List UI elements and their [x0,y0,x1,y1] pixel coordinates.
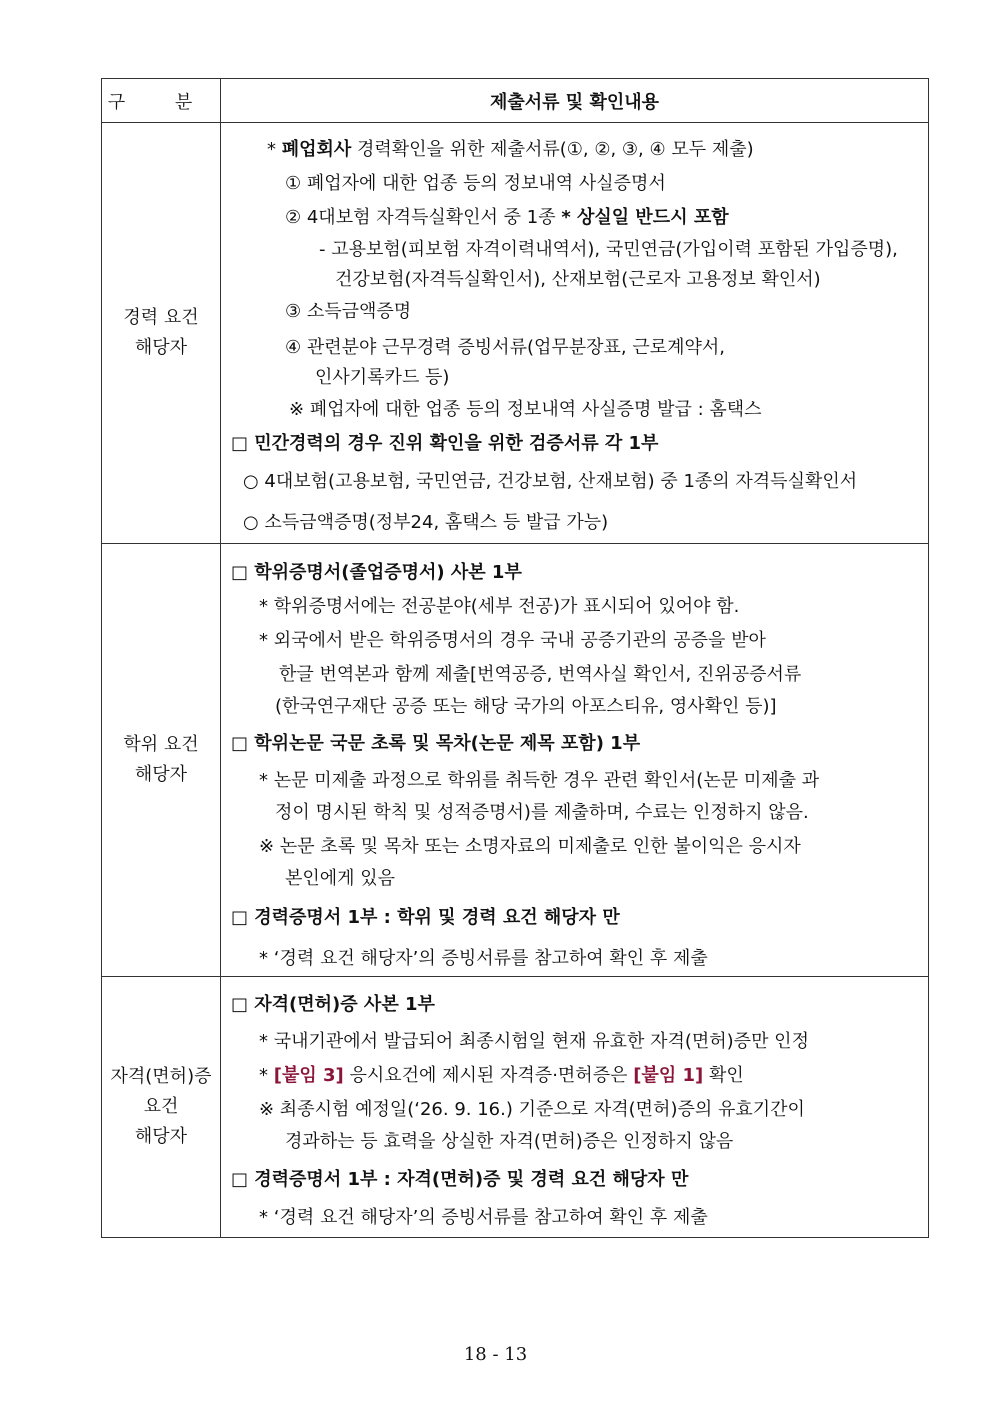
reference-note: 본인에게 있음 [285,868,396,889]
list-item: * 논문 미제출 과정으로 학위를 취득한 경우 관련 확인서(논문 미제출 과 [259,770,820,791]
row-category: 경력 요건 해당자 [102,123,221,544]
reference-note: ※ 논문 초록 및 목차 또는 소명자료의 미제출로 인한 불이익은 응시자 [259,836,801,857]
list-item: 한글 번역본과 함께 제출[번역공증, 번역사실 확인서, 진위공증서류 [279,664,802,685]
list-item: * ‘경력 요건 해당자’의 증빙서류를 참고하여 확인 후 제출 [259,1207,708,1228]
closed-company-note: * 폐업회사 경력확인을 위한 제출서류(①, ②, ③, ④ 모두 제출) [267,139,754,160]
list-item: * 학위증명서에는 전공분야(세부 전공)가 표시되어 있어야 함. [259,596,740,617]
row-content [221,977,929,1238]
list-item: (한국연구재단 공증 또는 해당 국가의 아포스티유, 영사확인 등)] [275,696,777,717]
row-content [221,544,929,977]
list-item: 정이 명시된 학칙 및 성적증명서)를 제출하며, 수료는 인정하지 않음. [275,802,809,823]
reference-note: ※ 최종시험 예정일(‘26. 9. 16.) 기준으로 자격(면허)증의 유효기간이 [259,1099,805,1120]
list-item: 건강보험(자격득실확인서), 산재보험(근로자 고용정보 확인서) [335,269,821,290]
section-heading: □ 경력증명서 1부 : 학위 및 경력 요건 해당자 만 [231,907,620,928]
header-category: 구 분 [102,79,221,123]
list-item: 인사기록카드 등) [315,367,450,388]
row-category: 자격(면허)증 요건 해당자 [102,977,221,1238]
list-item: ④ 관련분야 근무경력 증빙서류(업무분장표, 근로계약서, [285,337,726,358]
list-item: * [붙임 3] 응시요건에 제시된 자격증·면허증은 [붙임 1] 확인 [259,1065,744,1086]
list-item: * 국내기관에서 발급되어 최종시험일 현재 유효한 자격(면허)증만 인정 [259,1031,809,1052]
requirements-table [101,78,929,1238]
list-item: * ‘경력 요건 해당자’의 증빙서류를 참고하여 확인 후 제출 [259,948,708,969]
list-item: - 고용보험(피보험 자격이력내역서), 국민연금(가입이력 포함된 가입증명), [319,239,898,260]
reference-note: 경과하는 등 효력을 상실한 자격(면허)증은 인정하지 않음 [285,1131,734,1152]
reference-note: ※ 폐업자에 대한 업종 등의 정보내역 사실증명 발급 : 홈택스 [289,399,762,420]
page-number: 18 - 13 [463,1344,528,1365]
section-heading: □ 학위증명서(졸업증명서) 사본 1부 [231,562,522,583]
section-heading: □ 경력증명서 1부 : 자격(면허)증 및 경력 요건 해당자 만 [231,1169,689,1190]
section-heading: □ 민간경력의 경우 진위 확인을 위한 검증서류 각 1부 [231,433,659,454]
list-item: ① 폐업자에 대한 업종 등의 정보내역 사실증명서 [285,173,666,194]
table-header-row [102,79,929,123]
table-row [102,544,929,977]
table-row [102,977,929,1238]
list-item: ③ 소득금액증명 [285,301,412,322]
row-category: 학위 요건 해당자 [102,544,221,977]
header-content: 제출서류 및 확인내용 [221,79,929,123]
section-heading: □ 자격(면허)증 사본 1부 [231,994,435,1015]
list-item: ② 4대보험 자격득실확인서 중 1종 * 상실일 반드시 포함 [285,207,729,228]
list-item: ○ 소득금액증명(정부24, 홈택스 등 발급 가능) [243,512,609,533]
list-item: ○ 4대보험(고용보험, 국민연금, 건강보험, 산재보험) 중 1종의 자격득실확인서 [243,471,858,492]
list-item: * 외국에서 받은 학위증명서의 경우 국내 공증기관의 공증을 받아 [259,630,766,651]
row-content [221,123,929,544]
table-row [102,123,929,544]
section-heading: □ 학위논문 국문 초록 및 목차(논문 제목 포함) 1부 [231,733,641,754]
